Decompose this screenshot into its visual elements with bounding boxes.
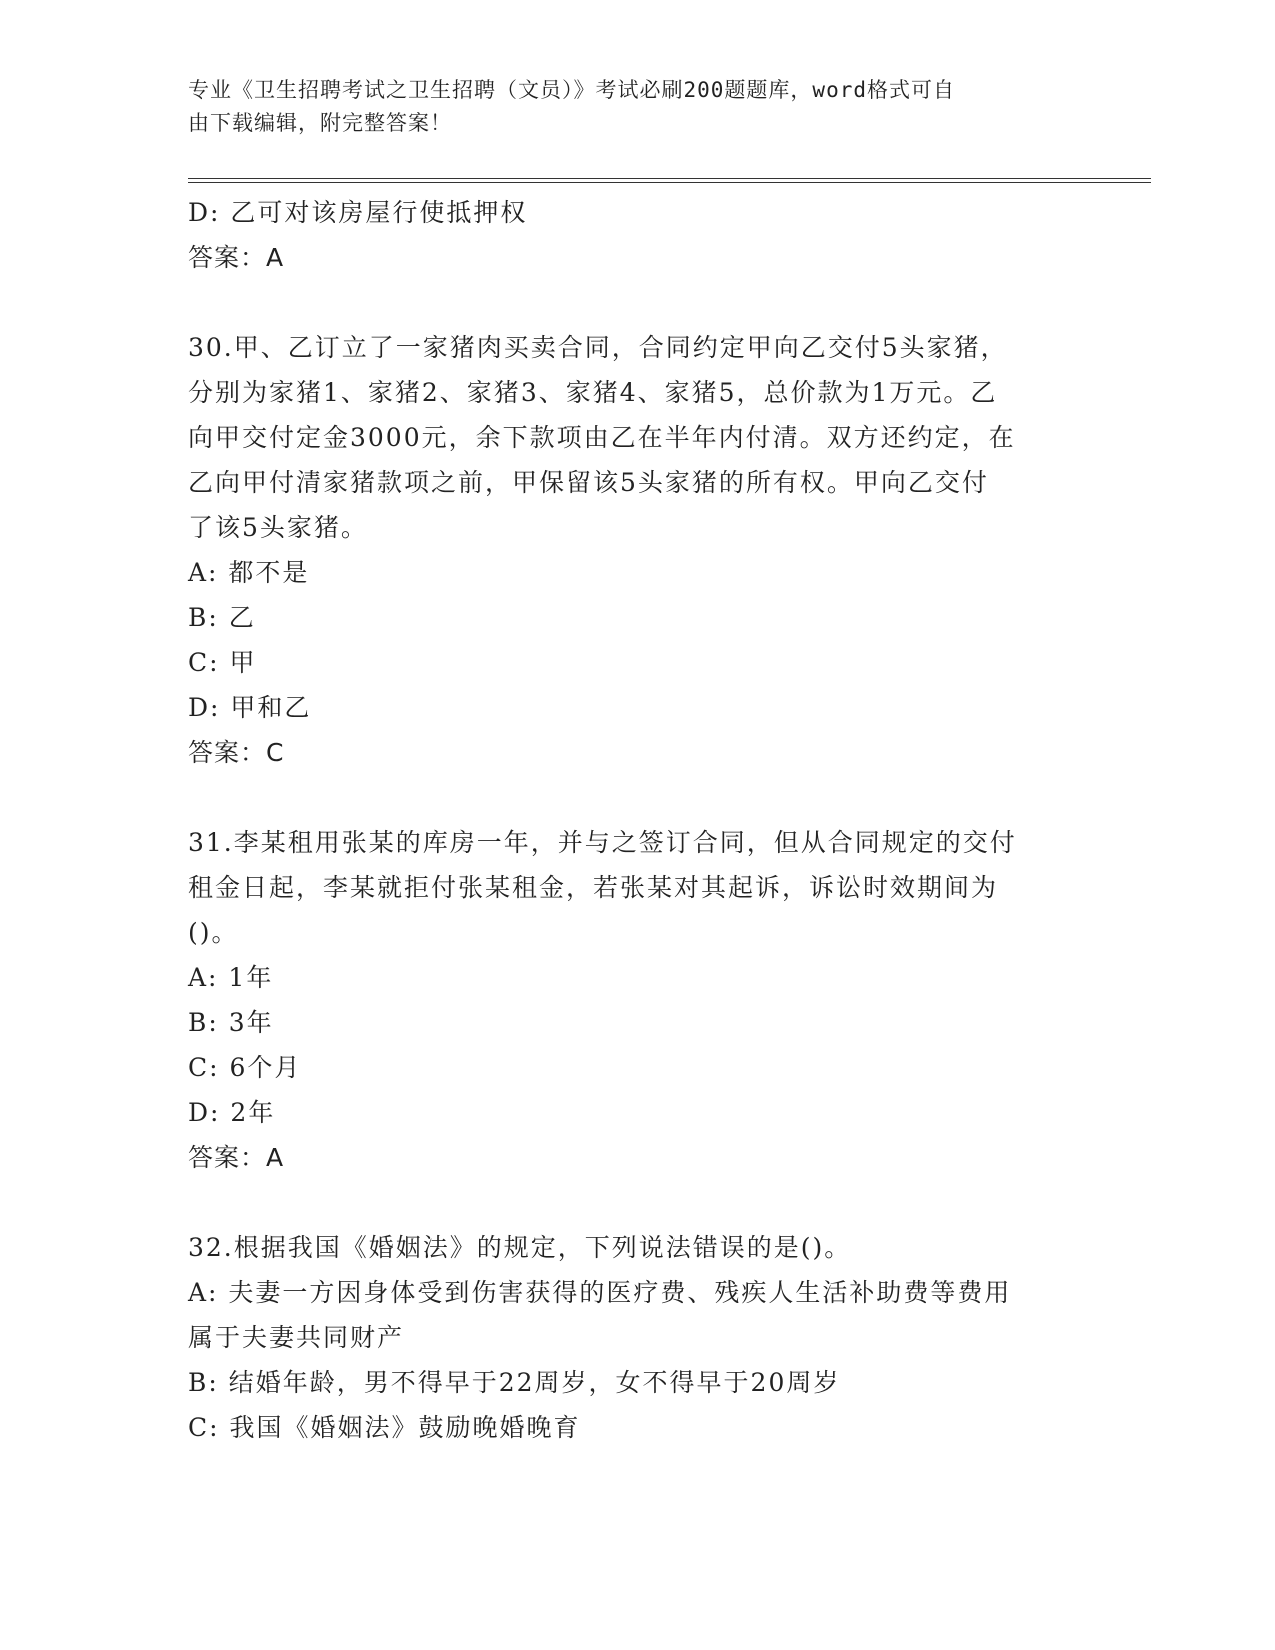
option-d: D: 甲和乙 bbox=[188, 693, 312, 722]
document-header bbox=[188, 74, 1068, 140]
question-text-line: 30.甲、乙订立了一家猪肉买卖合同，合同约定甲向乙交付5头家猪， bbox=[188, 333, 1008, 362]
answer-line: 答案：C bbox=[188, 738, 285, 767]
question-32 bbox=[188, 1225, 1088, 1450]
question-text-line: 向甲交付定金3000元，余下款项由乙在半年内付清。双方还约定，在 bbox=[188, 423, 1016, 452]
question-text-line: 租金日起，李某就拒付张某租金，若张某对其起诉，诉讼时效期间为 bbox=[188, 873, 999, 902]
question-text-line: 分别为家猪1、家猪2、家猪3、家猪4、家猪5，总价款为1万元。乙 bbox=[188, 378, 998, 407]
spacer bbox=[188, 775, 1088, 820]
header-line-1: 专业《卫生招聘考试之卫生招聘（文员）》考试必刷200题题库，word格式可自 bbox=[188, 78, 955, 102]
question-text-line: ()。 bbox=[188, 918, 239, 947]
question-29-tail bbox=[188, 190, 1088, 280]
option-a: A: 都不是 bbox=[188, 558, 310, 587]
option-b: B: 乙 bbox=[188, 603, 256, 632]
option-d: D: 乙可对该房屋行使抵押权 bbox=[188, 198, 528, 227]
question-text-line: 31.李某租用张某的库房一年，并与之签订合同，但从合同规定的交付 bbox=[188, 828, 1017, 857]
header-divider-top bbox=[188, 178, 1151, 179]
option-a-continued: 属于夫妻共同财产 bbox=[188, 1323, 405, 1352]
option-c: C: 6个月 bbox=[188, 1053, 302, 1082]
option-b: B: 结婚年龄，男不得早于22周岁，女不得早于20周岁 bbox=[188, 1368, 841, 1397]
header-divider-bottom bbox=[188, 182, 1151, 183]
spacer bbox=[188, 280, 1088, 325]
option-c: C: 甲 bbox=[188, 648, 257, 677]
header-line-2: 由下载编辑，附完整答案！ bbox=[188, 111, 452, 135]
option-d: D: 2年 bbox=[188, 1098, 276, 1127]
answer-line: 答案：A bbox=[188, 243, 285, 272]
question-30 bbox=[188, 325, 1088, 775]
question-text-line: 32.根据我国《婚姻法》的规定，下列说法错误的是()。 bbox=[188, 1233, 852, 1262]
option-b: B: 3年 bbox=[188, 1008, 274, 1037]
spacer bbox=[188, 1180, 1088, 1225]
question-content bbox=[188, 190, 1088, 1450]
question-31 bbox=[188, 820, 1088, 1180]
question-text-line: 了该5头家猪。 bbox=[188, 513, 368, 542]
answer-line: 答案：A bbox=[188, 1143, 285, 1172]
question-text-line: 乙向甲付清家猪款项之前，甲保留该5头家猪的所有权。甲向乙交付 bbox=[188, 468, 989, 497]
option-a: A: 夫妻一方因身体受到伤害获得的医疗费、残疾人生活补助费等费用 bbox=[188, 1278, 1012, 1307]
option-a: A: 1年 bbox=[188, 963, 274, 992]
option-c: C: 我国《婚姻法》鼓励晚婚晚育 bbox=[188, 1413, 581, 1442]
